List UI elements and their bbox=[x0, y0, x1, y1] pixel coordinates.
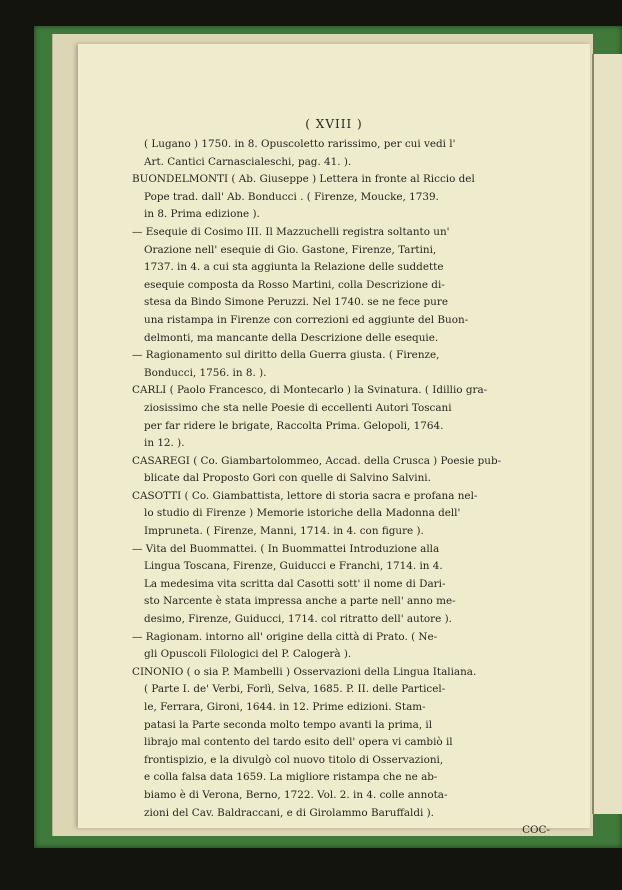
entry-line: Art. Cantici Carnascialeschi, pag. 41. ). bbox=[144, 155, 352, 168]
entry-line: stesa da Bindo Simone Peruzzi. Nel 1740. se ne fece pure bbox=[144, 296, 448, 309]
page-text bbox=[132, 136, 556, 840]
entry-esequie bbox=[132, 224, 556, 347]
entry-line: — Esequie di Cosimo III. Il Mazzuchelli registra soltanto un' bbox=[132, 225, 450, 238]
entry-line: esequie composta da Rosso Martini, colla Descrizione di- bbox=[144, 278, 445, 291]
entry-line: Impruneta. ( Firenze, Manni, 1714. in 4. con figure ). bbox=[144, 525, 424, 538]
entry-casotti bbox=[132, 488, 556, 541]
entry-line: patasi la Parte seconda molto tempo avanti la prima, il bbox=[144, 718, 433, 731]
entry-line: in 12. ). bbox=[144, 437, 185, 450]
entry-ragionam-prato bbox=[132, 629, 556, 664]
entry-line: per far ridere le brigate, Raccolta Prima. Gelopoli, 1764. bbox=[144, 419, 444, 432]
entry-line: frontispizio, e la divulgò col nuovo titolo di Osservazioni, bbox=[144, 753, 444, 766]
entry-line: ( Parte I. de' Verbi, Forlì, Selva, 1685. P. II. delle Particel- bbox=[144, 683, 446, 696]
entry-line: CASOTTI ( Co. Giambattista, lettore di storia sacra e profana nel- bbox=[132, 489, 478, 502]
entry-line: — Ragionam. intorno all' origine della città di Prato. ( Ne- bbox=[132, 630, 438, 643]
entry-line: gli Opuscoli Filologici del P. Calogerà ). bbox=[144, 648, 352, 661]
entry-line: lo studio di Firenze ) Memorie istoriche della Madonna dell' bbox=[144, 507, 461, 520]
entry-line: le, Ferrara, Gironi, 1644. in 12. Prime edizioni. Stam- bbox=[144, 701, 426, 713]
catchword: COC- bbox=[522, 824, 550, 837]
entry-line: ( Lugano ) 1750. in 8. Opuscoletto rarissimo, per cui vedi l' bbox=[144, 138, 456, 150]
entry-line: Lingua Toscana, Firenze, Guiducci e Franchi, 1714. in 4. bbox=[144, 560, 443, 573]
entry-line: CASAREGI ( Co. Giambartolommeo, Accad. della Crusca ) Poesie pub- bbox=[132, 454, 502, 467]
entry-line: delmonti, ma mancante della Descrizione delle esequie. bbox=[144, 331, 439, 344]
entry-line: — Vita del Buommattei. ( In Buommattei Introduzione alla bbox=[132, 542, 440, 555]
entry-buondelmonti bbox=[132, 171, 556, 224]
entry-ragionamento bbox=[132, 347, 556, 382]
page bbox=[78, 44, 590, 837]
facing-page-edge bbox=[592, 54, 622, 814]
entry-line: La medesima vita scritta dal Casotti sott' il nome di Dari- bbox=[144, 577, 446, 590]
entry-line: desimo, Firenze, Guiducci, 1714. col ritratto dell' autore ). bbox=[144, 613, 452, 626]
entry-line: blicate dal Proposto Gori con quelle di Salvino Salvini. bbox=[144, 472, 431, 485]
entry-line: CARLI ( Paolo Francesco, di Montecarlo ) la Svinatura. ( Idillio gra- bbox=[132, 384, 488, 397]
entry-line: — Ragionamento sul diritto della Guerra giusta. ( Firenze, bbox=[132, 349, 440, 362]
entry-line: sto Narcente è stata impressa anche a parte nell' anno me- bbox=[144, 595, 456, 608]
entry-line: ziosissimo che sta nelle Poesie di eccellenti Autori Toscani bbox=[144, 401, 452, 414]
entry-vita-buommattei bbox=[132, 541, 556, 629]
page-number: ( XVIII ) bbox=[305, 117, 363, 131]
entry-casaregi bbox=[132, 453, 556, 488]
entry-line: 1737. in 4. a cui sta aggiunta la Relazione delle suddette bbox=[144, 261, 444, 274]
entry-line: zioni del Cav. Baldraccani, e di Girolammo Baruffaldi ). bbox=[144, 806, 434, 819]
entry-line: in 8. Prima edizione ). bbox=[144, 208, 260, 221]
entry-line: biamo è di Verona, Berno, 1722. Vol. 2. in 4. colle annota- bbox=[144, 788, 448, 801]
entry-carli bbox=[132, 382, 556, 452]
entry-line: e colla falsa data 1659. La migliore ristampa che ne ab- bbox=[144, 771, 438, 784]
entry-line: librajo mal contento del tardo esito dell' opera vi cambiò il bbox=[144, 736, 453, 749]
entry-line: Bonducci, 1756. in 8. ). bbox=[144, 366, 267, 379]
entry-line: CINONIO ( o sia P. Mambelli ) Osservazioni della Lingua Italiana. bbox=[132, 665, 477, 678]
entry-line: Orazione nell' esequie di Gio. Gastone, Firenze, Tartini, bbox=[144, 243, 437, 256]
entry-line: Pope trad. dall' Ab. Bonducci . ( Firenze, Moucke, 1739. bbox=[144, 190, 439, 203]
entry-line: una ristampa in Firenze con correzioni ed aggiunte del Buon- bbox=[144, 313, 469, 326]
entry-cinonio bbox=[132, 664, 556, 822]
entry-line: BUONDELMONTI ( Ab. Giuseppe ) Lettera in fronte al Riccio del bbox=[132, 173, 475, 186]
entry-continuation bbox=[132, 136, 556, 171]
